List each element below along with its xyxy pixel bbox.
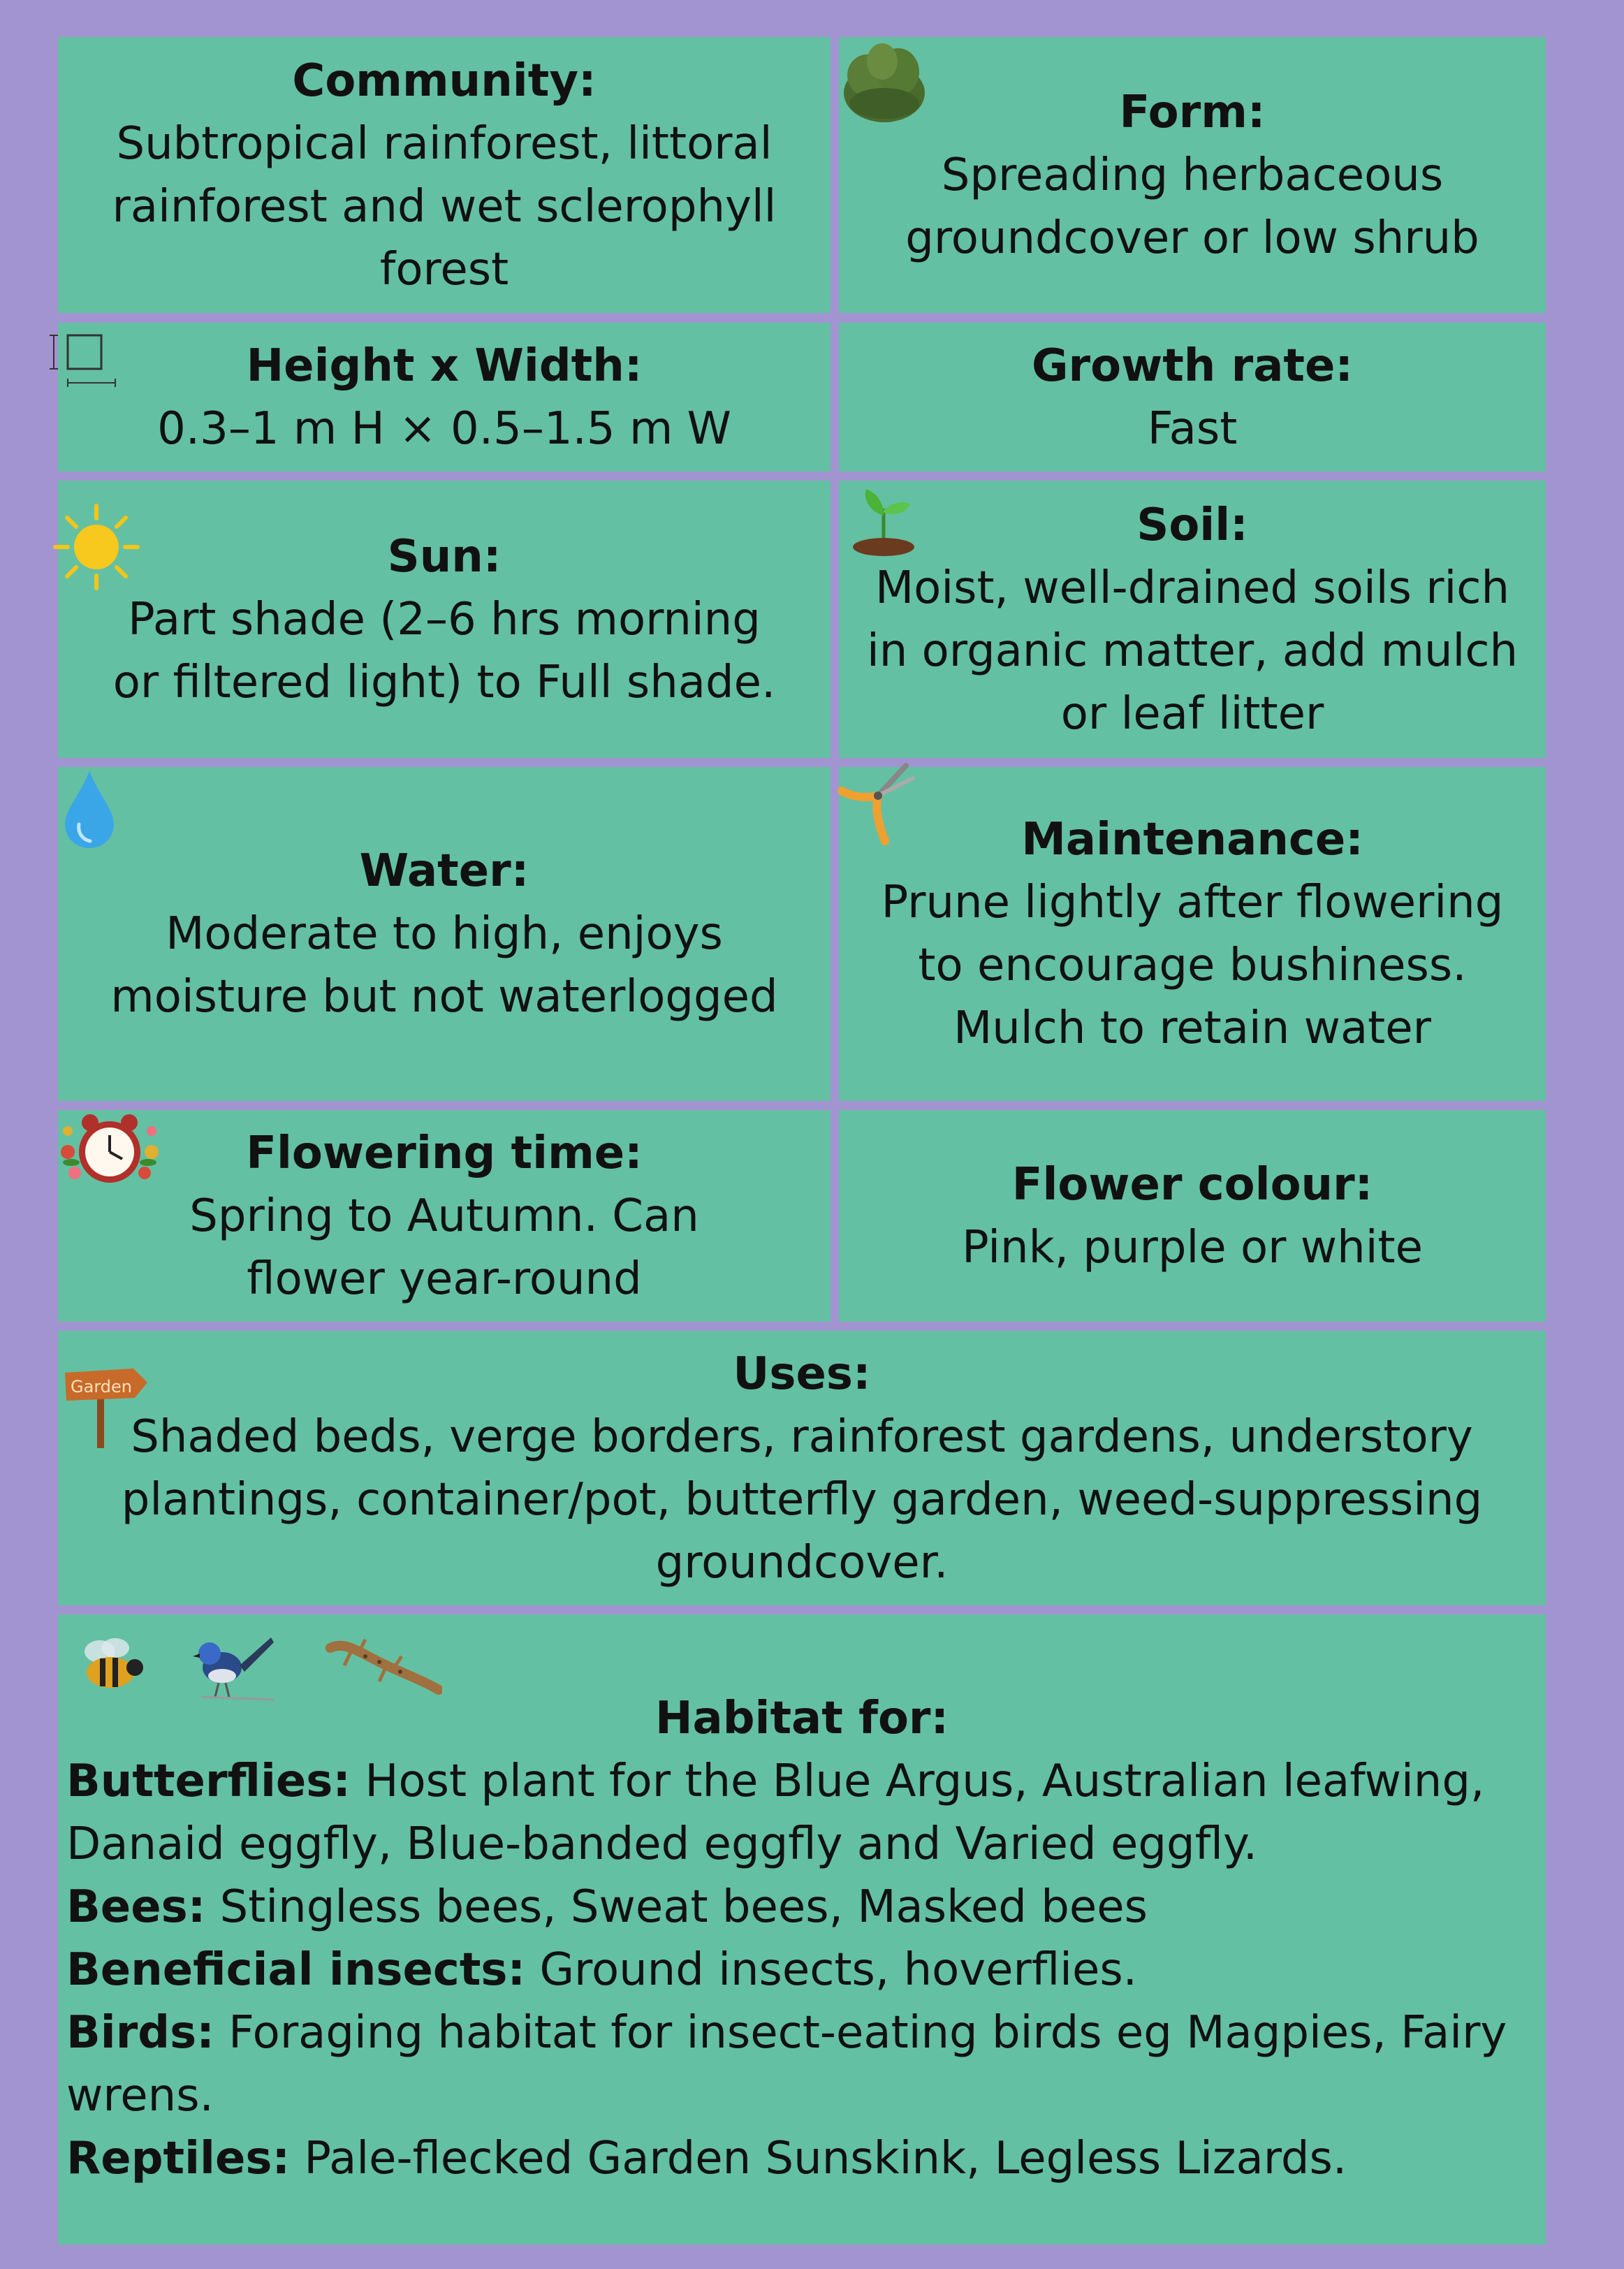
habitat-item-text: Pale-flecked Garden Sunskink, Legless Lizards.	[290, 2133, 1347, 2184]
maintenance-value: Prune lightly after flowering to encourage bushiness. Mulch to retain water	[881, 877, 1504, 1054]
habitat-item-text: Host plant for the Blue Argus, Australian leafwing, Danaid eggfly, Blue-banded eggfly and Varied eggfly.	[66, 1756, 1485, 1870]
habitat-item-text: Foraging habitat for insect-eating birds eg Magpies, Fairy wrens.	[66, 2007, 1507, 2122]
fairy-wren-icon	[187, 1627, 278, 1704]
alarm-clock-flowers-icon	[54, 1103, 166, 1194]
water-value: Moderate to high, enjoys moisture but not waterlogged	[110, 908, 778, 1023]
garden-sign-icon	[61, 1359, 152, 1450]
height-width-value: 0.3–1 m H × 0.5–1.5 m W	[157, 402, 731, 455]
maintenance-label: Maintenance:	[1021, 814, 1363, 866]
growth-rate-value: Fast	[1147, 402, 1238, 455]
height-width-label: Height x Width:	[246, 340, 643, 392]
soil-label: Soil:	[1136, 499, 1248, 551]
garden-sign-text: Garden	[71, 1377, 132, 1396]
flower-colour-label: Flower colour:	[1011, 1158, 1373, 1211]
sun-value: Part shade (2–6 hrs morning or filtered light) to Full shade.	[112, 593, 776, 708]
flower-colour-panel	[839, 1110, 1546, 1322]
habitat-item-name: Beneficial insects:	[66, 1944, 526, 1996]
form-label: Form:	[1119, 86, 1266, 138]
bee-icon	[72, 1627, 149, 1704]
habitat-item-name: Butterflies:	[66, 1756, 351, 1807]
height-width-panel	[58, 323, 831, 472]
habitat-item-text: Ground insects, hoverflies.	[525, 1944, 1137, 1996]
flower-colour-value: Pink, purple or white	[962, 1221, 1423, 1274]
sun-icon	[51, 502, 142, 592]
flowering-time-value: Spring to Autumn. Can flower year-round	[189, 1190, 699, 1305]
soil-value: Moist, well-drained soils rich in organic matter, add mulch or leaf litter	[866, 562, 1519, 740]
dimensions-icon	[47, 330, 124, 400]
habitat-item-reptiles	[66, 2127, 1537, 2190]
growth-rate-label: Growth rate:	[1032, 340, 1353, 392]
sun-panel	[58, 481, 831, 758]
flowering-time-panel	[58, 1110, 831, 1322]
soil-panel	[839, 481, 1546, 758]
shrub-icon	[839, 37, 930, 128]
habitat-item-text: Stingless bees, Sweat bees, Masked bees	[205, 1881, 1148, 1933]
seedling-icon	[849, 481, 919, 557]
habitat-panel	[58, 1614, 1546, 2245]
habitat-item-name: Birds:	[66, 2007, 214, 2059]
maintenance-panel	[839, 767, 1546, 1101]
community-panel	[58, 37, 831, 313]
uses-label: Uses:	[733, 1348, 871, 1400]
habitat-item-beneficial-insects	[66, 1939, 1537, 2001]
water-panel	[58, 767, 831, 1101]
sun-label: Sun:	[387, 530, 502, 583]
water-drop-icon	[58, 767, 121, 851]
community-value: Subtropical rainforest, littoral rainforest and wet sclerophyll forest	[112, 117, 777, 296]
form-panel	[839, 37, 1546, 313]
habitat-label: Habitat for:	[654, 1693, 949, 1744]
habitat-item-name: Bees:	[66, 1881, 206, 1933]
habitat-item-name: Reptiles:	[66, 2133, 291, 2184]
habitat-item-bees	[66, 1876, 1537, 1939]
habitat-item-butterflies	[66, 1750, 1537, 1876]
growth-rate-panel	[839, 323, 1546, 472]
secateurs-icon	[836, 757, 920, 848]
habitat-item-birds	[66, 2001, 1537, 2127]
lizard-icon	[323, 1627, 442, 1704]
uses-value: Shaded beds, verge borders, rainforest gardens, understory plantings, container/pot, butterfly garden, weed-suppressing groundcover.	[121, 1410, 1483, 1589]
water-label: Water:	[359, 845, 529, 897]
form-value: Spreading herbaceous groundcover or low shrub	[905, 149, 1479, 264]
flowering-time-label: Flowering time:	[246, 1127, 643, 1179]
community-label: Community:	[292, 54, 597, 107]
uses-panel	[58, 1331, 1546, 1605]
